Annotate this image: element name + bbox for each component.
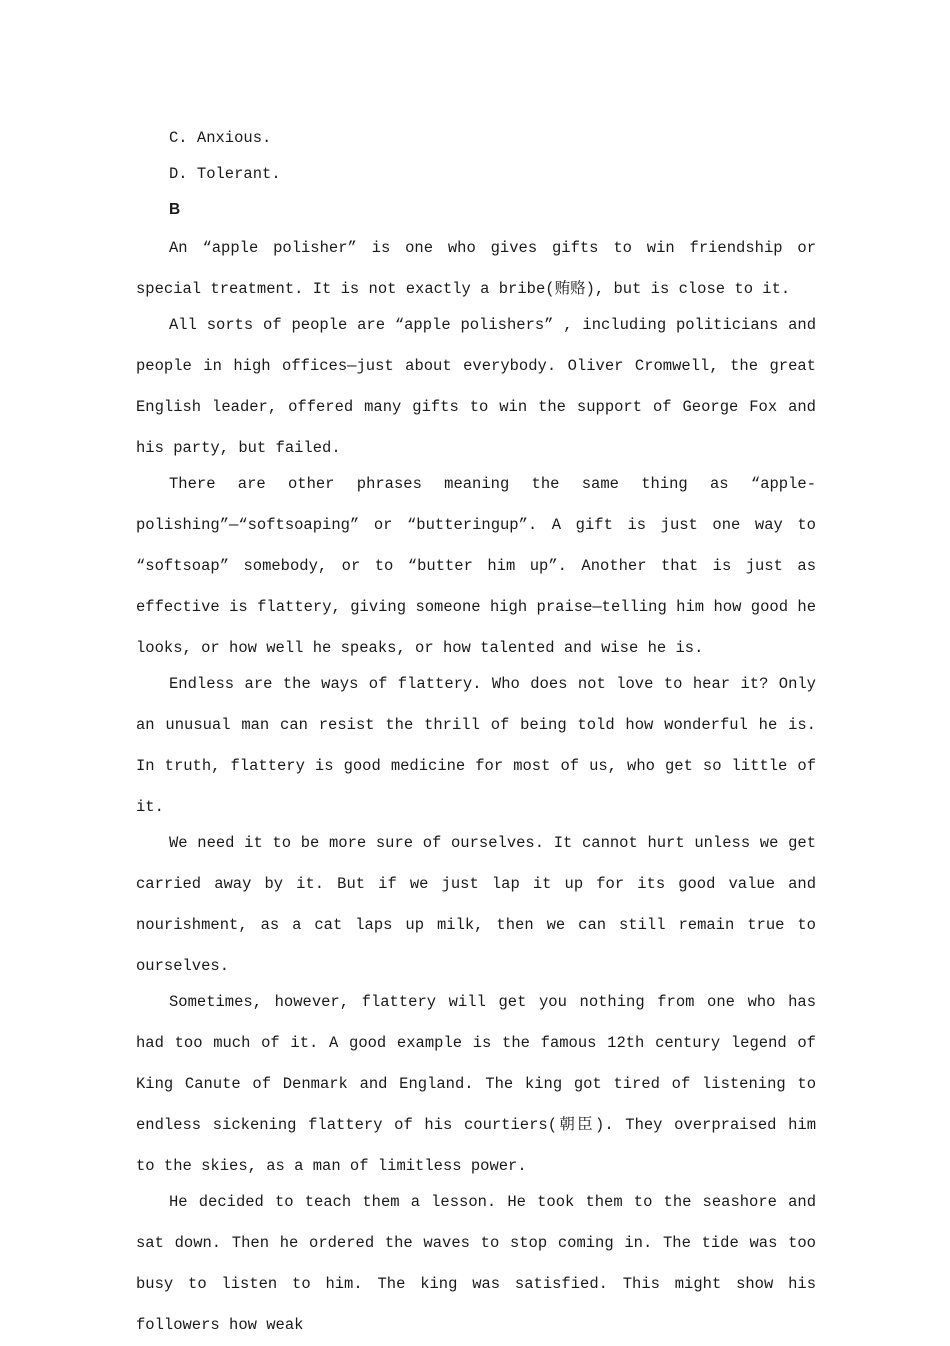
paragraph-2: All sorts of people are “apple polishers” , including politicians and people in high offices—just about everybody. Oliver Cromwell, the great English leader, offered many gifts to win the support of George Fox and his party, but failed. <box>136 316 816 457</box>
paragraph-4: Endless are the ways of flattery. Who does not love to hear it? Only an unusual man can resist the thrill of being told how wonderful he is. In truth, flattery is good medicine for most of us, who get so little of it. <box>136 675 816 816</box>
document-page <box>136 120 816 1341</box>
option-d: D. Tolerant. <box>169 165 281 183</box>
paragraph-1: An “apple polisher” is one who gives gifts to win friendship or special treatment. It is not exactly a bribe(贿赂), but is close to it. <box>136 239 816 298</box>
option-c: C. Anxious. <box>169 129 272 147</box>
paragraph-7: He decided to teach them a lesson. He took them to the seashore and sat down. Then he ordered the waves to stop coming in. The tide was too busy to listen to him. The king was satisfied. This might show his followers how weak <box>136 1193 816 1334</box>
paragraph-3: There are other phrases meaning the same thing as “apple-polishing”—“softsoaping” or “butteringup”. A gift is just one way to “softsoap” somebody, or to “butter him up”. Another that is just as effective is flattery, giving someone high praise—telling him how good he looks, or how well he speaks, or how talented and wise he is. <box>136 475 816 657</box>
paragraph-5: We need it to be more sure of ourselves. It cannot hurt unless we get carried away by it. But if we just lap it up for its good value and nourishment, as a cat laps up milk, then we can still remain true to ourselves. <box>136 834 816 975</box>
section-label: B <box>169 201 181 218</box>
paragraph-6: Sometimes, however, flattery will get you nothing from one who has had too much of it. A good example is the famous 12th century legend of King Canute of Denmark and England. The king got tired of listening to endless sickening flattery of his courtiers(朝臣). They overpraised him to the skies, as a man of limitless power. <box>136 993 816 1175</box>
